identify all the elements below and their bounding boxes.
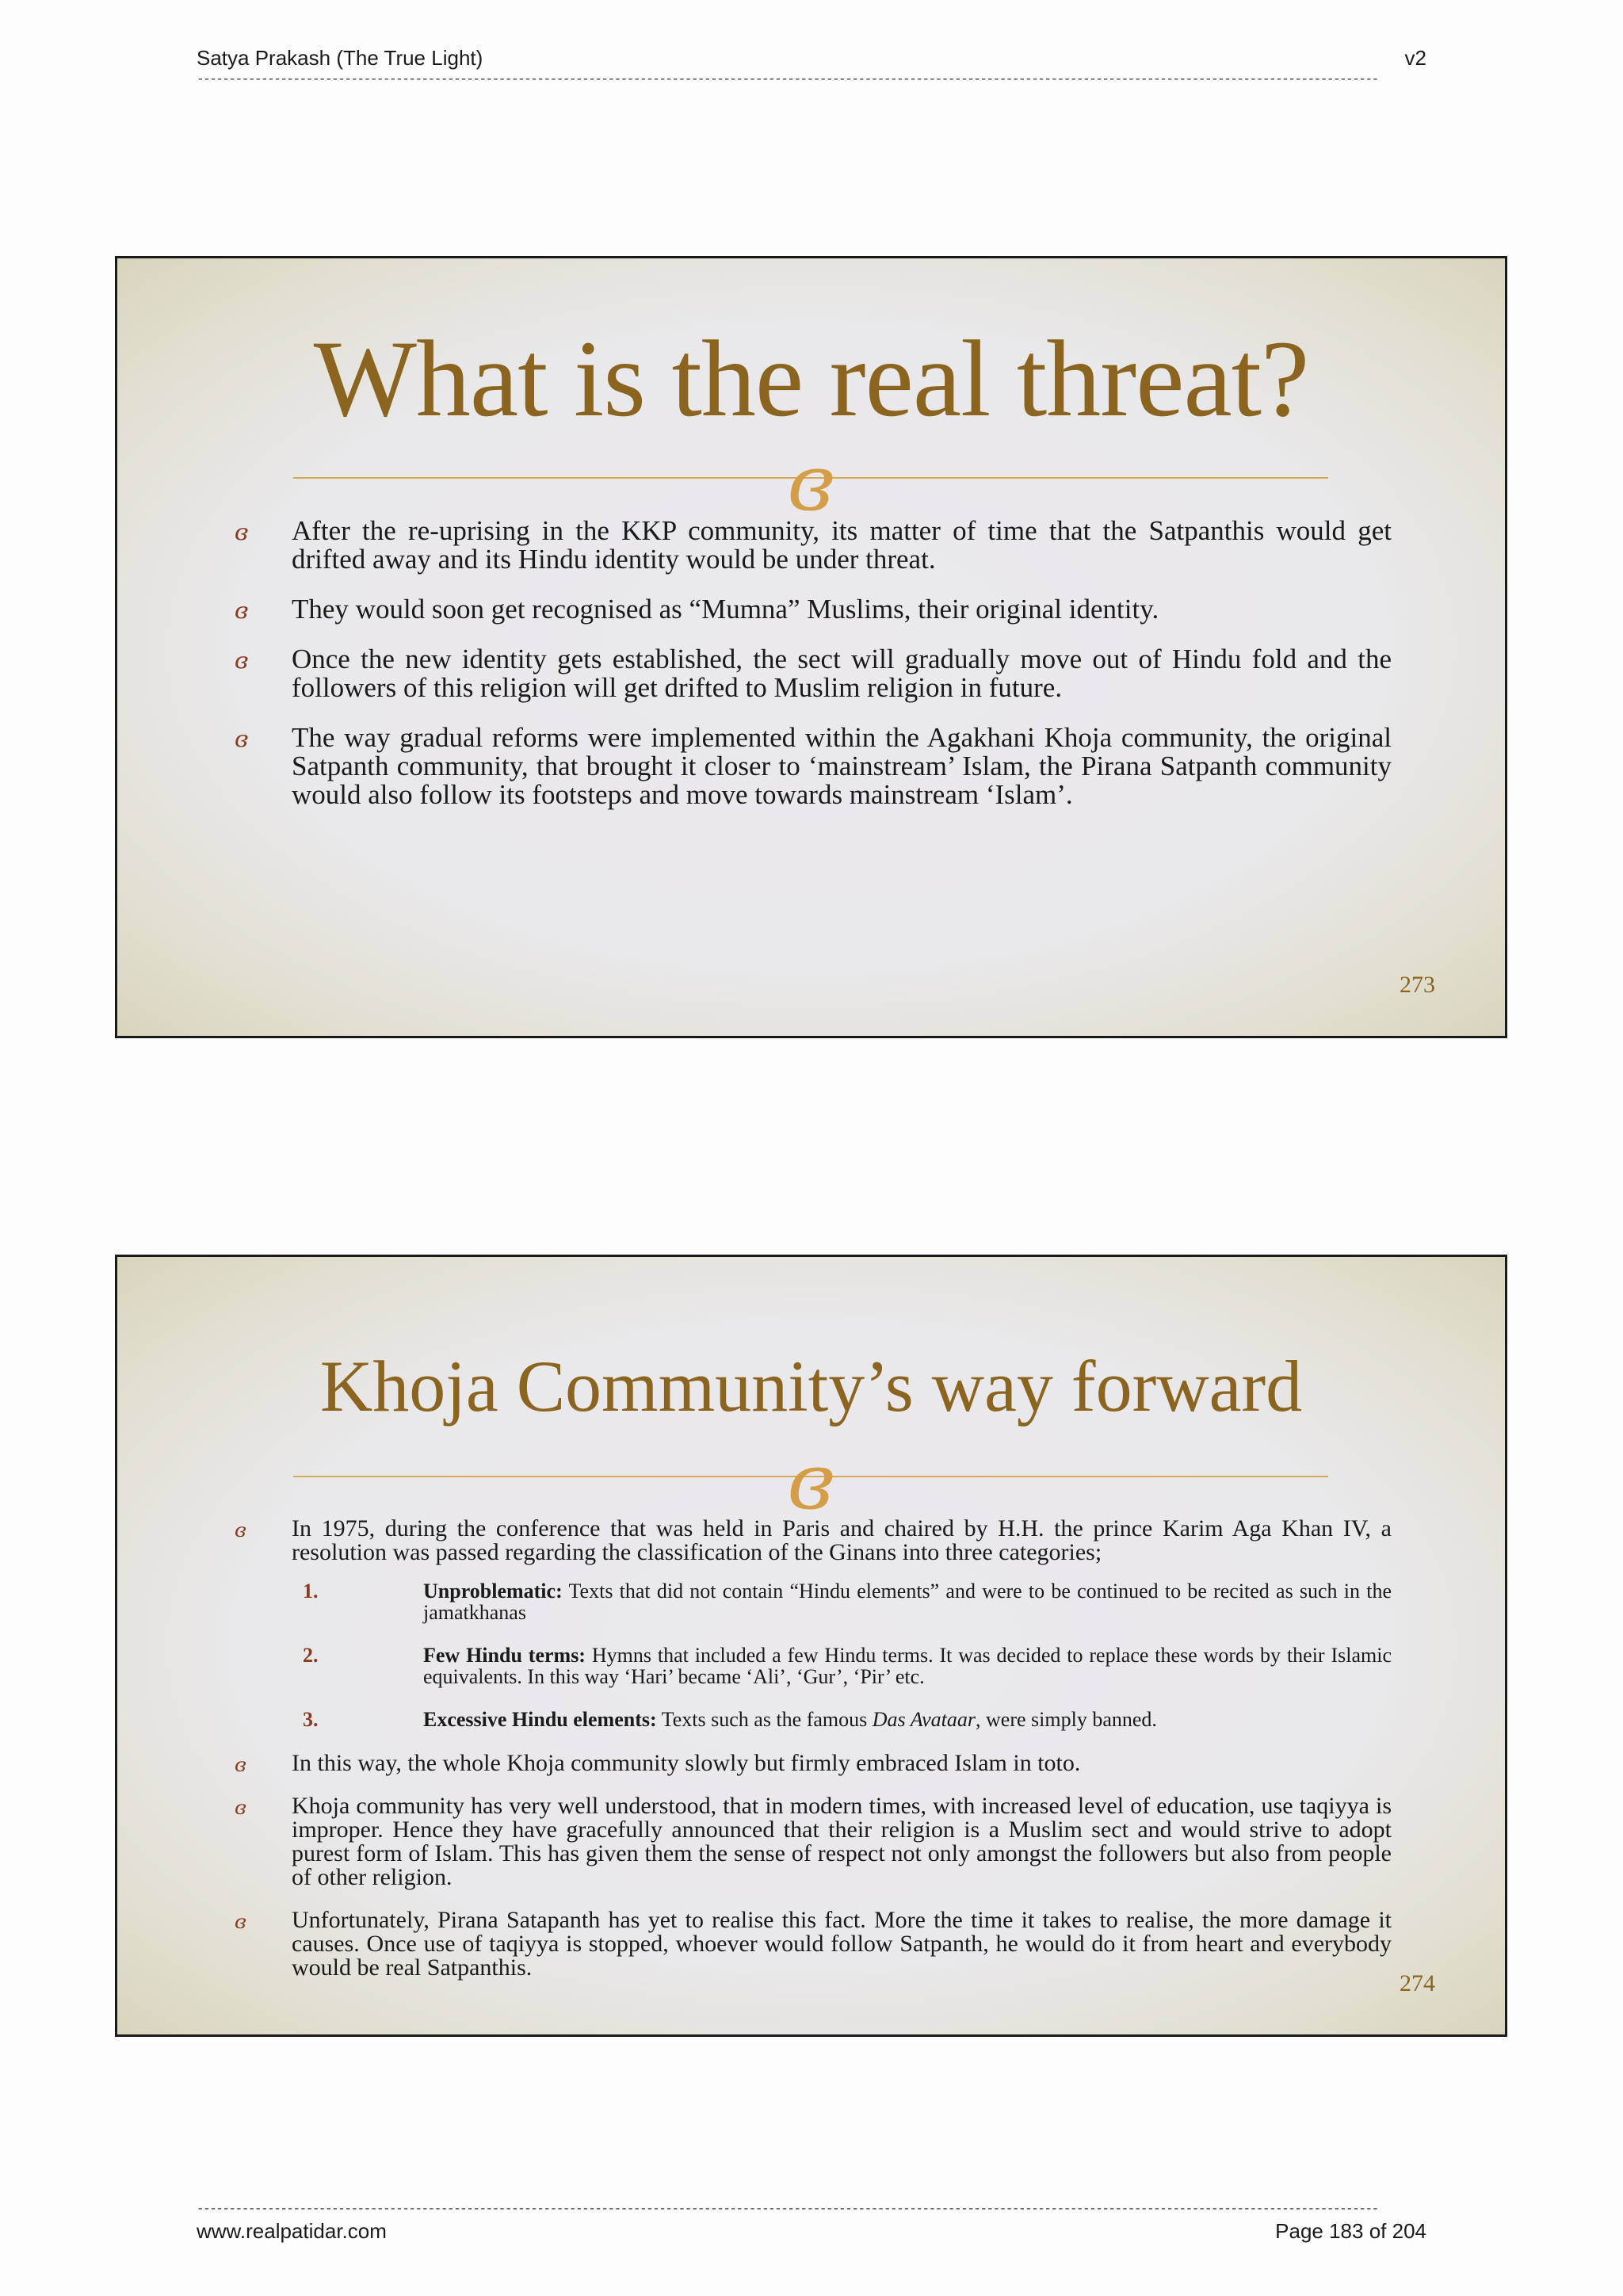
bullet-text: Unfortunately, Pirana Satapanth has yet to realise this fact. More the time it takes to realise, the more damage it causes. Once use of taqiyya is stopped, whoever would follow Satpanth, he would do it from heart and everybody would be real Satpanthis. [292,1907,1392,1981]
bullet-item [235,1517,1392,1564]
category-item [235,1645,1392,1687]
category-text: Texts such as the famous [656,1708,873,1731]
bullet-text: The way gradual reforms were implemented within the Agakhani Khoja community, the original Satpanth community, that brought it closer to ‘mainstream’ Islam, the Pirana Satpanth community would also follow its footsteps and move towards mainstream ‘Islam’. [292,722,1392,810]
category-text: Texts that did not contain “Hindu elements” and were to be continued to be recited as such in the jamatkhanas [423,1580,1392,1624]
category-term: Excessive Hindu elements: [423,1708,657,1731]
category-list-wrapper [117,1580,1392,1730]
bullet-text: They would soon get recognised as “Mumna” Muslims, their original identity. [292,594,1159,625]
slide-title: Khoja Community’s way forward [319,1346,1303,1427]
bullet-list [235,517,1392,831]
category-term: Few Hindu terms: [423,1644,586,1667]
category-term: Unproblematic: [423,1580,563,1603]
slide-number: 274 [1400,1970,1435,1996]
category-emphasis: Das Avataar [872,1708,976,1731]
category-number: 1. [303,1580,319,1603]
flourish-ornament-icon: ɞ [787,439,834,528]
bullet-text: Once the new identity gets established, the sect will gradually move out of Hindu fold and the followers of this religion will get drifted to Muslim religion in future. [292,644,1392,703]
slide-real-threat [115,256,1507,1038]
slide-title: What is the real threat? [313,318,1309,439]
bullet-item [235,1908,1392,1980]
bullet-text: After the re-uprising in the KKP community, its matter of time that the Satpanthis would get drifted away and its Hindu identity would be under threat. [292,515,1392,575]
flourish-bullet-icon: ɞ [235,1911,246,1933]
category-text-after: , were simply banned. [976,1708,1157,1731]
flourish-bullet-icon: ɞ [235,519,249,545]
page-number: Page 183 of 204 [1275,2219,1426,2243]
flourish-bullet-icon: ɞ [235,726,249,752]
category-number: 2. [303,1644,319,1667]
document-footer [197,2202,1426,2244]
bullet-text: In 1975, during the conference that was held in Paris and chaired by H.H. the prince Karim Aga Khan IV, a resolution was passed regarding the classification of the Ginans into three categories; [292,1515,1392,1565]
flourish-bullet-icon: ɞ [235,1797,246,1819]
bullet-item [235,645,1392,702]
category-number: 3. [303,1708,319,1731]
flourish-ornament-icon: ɞ [787,1438,834,1526]
slide-khoja-way-forward [115,1255,1507,2037]
category-item [235,1580,1392,1623]
bullet-item [235,1794,1392,1889]
slide-number: 273 [1400,972,1435,998]
bullet-item [235,517,1392,574]
footer-rule: ---------------------------------------------------------------------------------------------------------------------------------------------------------------------------------------- [197,2202,1378,2216]
header-rule: ---------------------------------------------------------------------------------------------------------------------------------------------------------------------------------------- [197,72,1378,86]
bullet-item [235,595,1392,624]
flourish-bullet-icon: ɞ [235,648,249,674]
document-header [197,46,1426,86]
flourish-bullet-icon: ɞ [235,1754,246,1776]
bullet-list [235,1517,1392,1999]
flourish-bullet-icon: ɞ [235,1519,246,1541]
document-version: v2 [1404,46,1426,70]
bullet-text: In this way, the whole Khoja community slowly but firmly embraced Islam in toto. [292,1750,1081,1776]
bullet-text: Khoja community has very well understood, that in modern times, with increased level of education, use taqiyya is improper. Hence they have gracefully announced that their religion is a Muslim sect and would strive to adopt purest form of Islam. This has given them the sense of respect not only amongst the followers but also from people of other religion. [292,1793,1392,1890]
category-list [117,1580,1392,1730]
document-title: Satya Prakash (The True Light) [197,46,483,70]
bullet-item [235,724,1392,809]
website-link[interactable]: www.realpatidar.com [197,2219,387,2243]
category-text: Hymns that included a few Hindu terms. It was decided to replace these words by their Islamic equivalents. In this way ‘Hari’ became ‘Ali’, ‘Gur’, ‘Pir’ etc. [423,1644,1392,1688]
category-item [235,1709,1392,1730]
flourish-bullet-icon: ɞ [235,598,249,624]
bullet-item [235,1752,1392,1775]
